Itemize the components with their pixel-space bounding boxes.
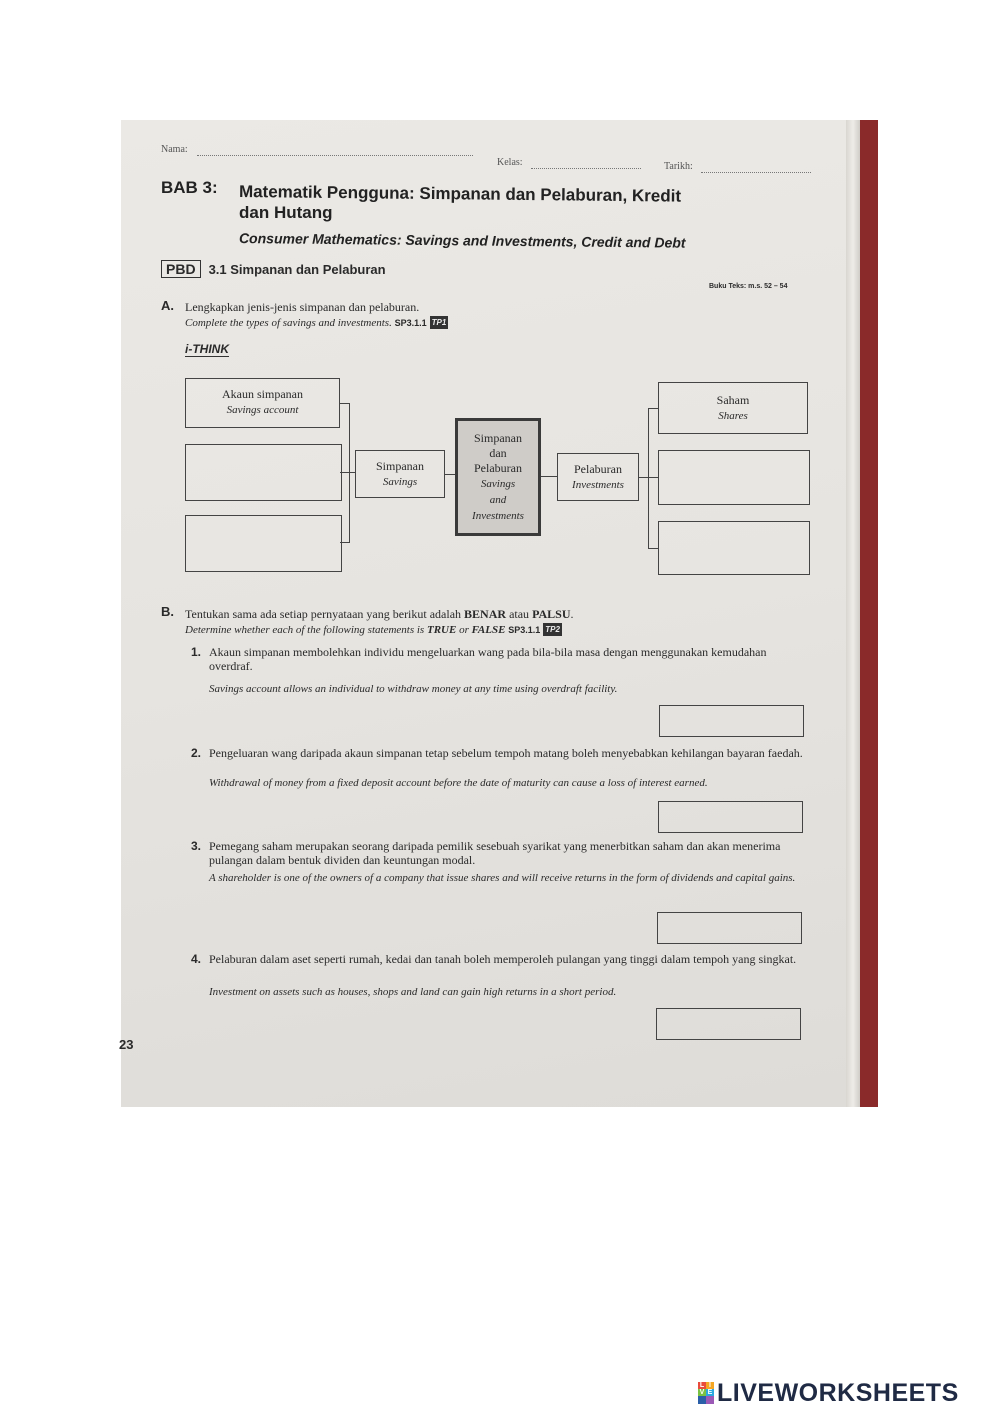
kelas-line[interactable]: [531, 168, 641, 169]
part-a-letter: A.: [161, 298, 174, 313]
item-3-number: 3.: [191, 839, 202, 853]
center-en-3: Investments: [472, 510, 524, 522]
center-en-1: Savings: [480, 478, 516, 490]
item-3-statement-en: A shareholder is one of the owners of a company that issue shares and will receive returns in the form of dividends and capital gains.: [209, 872, 796, 884]
part-a-instruction-en-text: Complete the types of savings and investments.: [185, 317, 392, 329]
nama-line[interactable]: [197, 155, 473, 156]
chapter-title-english: Consumer Mathematics: Savings and Investments, Credit and Debt: [238, 230, 686, 251]
connector: [541, 476, 557, 477]
item-1-statement: Akaun simpanan membolehkan individu mengeluarkan wang pada bila-bila masa dengan menggunakan kemudahan overdraf.: [209, 645, 767, 673]
pbd-label: PBD: [161, 260, 201, 278]
ithink-label: i-THINK: [185, 342, 229, 356]
true-label: TRUE: [426, 624, 457, 636]
savings-type-answer-box-2[interactable]: [185, 444, 342, 501]
textbook-reference: Buku Teks: m.s. 52 – 54: [709, 283, 788, 290]
connector: [648, 477, 658, 478]
section-heading: [161, 260, 386, 278]
nama-label: Nama:: [161, 144, 188, 155]
investments-ms: Pelaburan: [574, 462, 622, 476]
chapter-title-line2: dan Hutang: [239, 203, 333, 222]
worksheet-photo: [121, 120, 878, 1107]
item-1-answer-box[interactable]: [659, 705, 804, 737]
savings-type-box-1: [185, 378, 340, 428]
tarikh-line[interactable]: [701, 172, 811, 173]
investments-en: Investments: [572, 479, 624, 491]
item-3-answer-box[interactable]: [657, 912, 802, 944]
connector: [445, 474, 455, 475]
palsu-label: PALSU: [532, 607, 571, 621]
savings-ms: Simpanan: [376, 459, 424, 473]
investment-type-1-en: Shares: [718, 410, 748, 422]
item-4-number: 4.: [191, 952, 202, 966]
connector: [648, 548, 658, 549]
item-1-number: 1.: [191, 645, 202, 659]
part-a-code: SP3.1.1: [394, 318, 427, 328]
worksheet-page: [121, 120, 846, 1107]
liveworksheets-logo-icon: L I V E: [698, 1382, 714, 1404]
item-4-statement: Pelaburan dalam aset seperti rumah, kedai dan tanah boleh memperoleh pulangan yang tinggi dalam tempoh yang singkat.: [209, 952, 797, 966]
liveworksheets-logo-text: LIVEWORKSHEETS: [717, 1378, 959, 1407]
investment-type-box-1: [658, 382, 808, 434]
investments-box: [557, 453, 639, 501]
part-b-instruction-en: [185, 623, 562, 637]
page-edges: [846, 120, 860, 1107]
item-2-statement-en: Withdrawal of money from a fixed deposit account before the date of maturity can cause a loss of interest earned.: [209, 777, 708, 789]
part-b-instruction: Tentukan sama ada setiap pernyataan yang berikut adalah BENAR atau PALSU.: [185, 607, 574, 621]
savings-type-1-en: Savings account: [226, 404, 299, 416]
savings-and-investments-center-box: [455, 418, 541, 536]
center-en-2: and: [489, 494, 507, 506]
part-b-tp: TP2: [545, 625, 560, 634]
part-a-instruction: Lengkapkan jenis-jenis simpanan dan pelaburan.: [185, 300, 420, 314]
section-title: 3.1 Simpanan dan Pelaburan: [208, 261, 386, 277]
chapter-title: Matematik Pengguna: Simpanan dan Pelaburan, Kredit: [238, 182, 682, 206]
item-3-statement: Pemegang saham merupakan seorang daripada pemilik sesebuah syarikat yang menerbitkan saham dan akan menerima pulangan dalam bentuk dividen dan keuntungan modal.: [209, 839, 781, 867]
investment-type-1-ms: Saham: [716, 393, 750, 407]
savings-type-answer-box-3[interactable]: [185, 515, 342, 572]
background-red-strip: [860, 120, 878, 1107]
chapter-number: BAB 3:: [161, 178, 218, 197]
item-4-statement-en: Investment on assets such as houses, shops and land can gain high returns in a short period.: [209, 986, 617, 998]
item-1-statement-en: Savings account allows an individual to withdraw money at any time using overdraft facility.: [209, 683, 618, 695]
false-label: FALSE: [471, 624, 506, 636]
savings-en: Savings: [382, 476, 418, 488]
center-ms-1: Simpanan: [474, 431, 522, 445]
connector: [648, 408, 658, 409]
item-2-statement: Pengeluaran wang daripada akaun simpanan tetap sebelum tempoh matang boleh menyebabkan kehilangan bayaran faedah.: [209, 746, 803, 760]
item-4-answer-box[interactable]: [656, 1008, 801, 1040]
investment-type-answer-box-3[interactable]: [658, 521, 810, 575]
savings-type-1-ms: Akaun simpanan: [222, 387, 303, 401]
item-2-number: 2.: [191, 746, 202, 760]
part-a-tp: TP1: [431, 318, 447, 327]
page-number: 23: [119, 1037, 134, 1052]
part-b-code: SP3.1.1: [508, 625, 541, 635]
part-b-instruction-en-text: Determine whether each of the following statements is: [185, 624, 427, 636]
savings-box: [355, 450, 445, 498]
center-ms-3: Pelaburan: [474, 461, 522, 475]
benar-label: BENAR: [464, 607, 507, 621]
investment-type-answer-box-2[interactable]: [658, 450, 810, 505]
kelas-label: Kelas:: [497, 157, 523, 168]
atau-text: atau: [506, 607, 533, 621]
part-a-instruction-en: [185, 316, 448, 330]
part-b-instruction-text: Tentukan sama ada setiap pernyataan yang berikut adalah: [185, 607, 465, 621]
item-2-answer-box[interactable]: [658, 801, 803, 833]
part-b-letter: B.: [161, 604, 174, 619]
liveworksheets-logo: [698, 1379, 959, 1407]
tarikh-label: Tarikh:: [664, 161, 693, 172]
or-text: or: [456, 624, 472, 636]
center-ms-2: dan: [489, 446, 507, 460]
